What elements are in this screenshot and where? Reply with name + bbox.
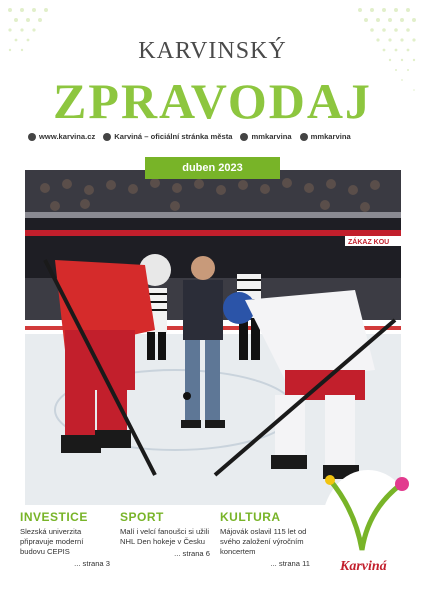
teaser-text: Malí i velcí fanoušci si užili NHL Den hokeje v Česku <box>120 527 210 546</box>
logo-text: Karviná <box>340 559 387 574</box>
website-link[interactable]: www.karvina.cz <box>28 132 95 141</box>
instagram-icon <box>240 133 248 141</box>
social-links <box>28 132 398 141</box>
brand-top-title: KARVINSKÝ <box>138 38 287 64</box>
teaser-heading: SPORT <box>120 510 164 524</box>
facebook-icon <box>103 133 111 141</box>
teaser-text: Slezská univerzita připravuje moderní budovu CEPIS <box>20 527 84 556</box>
cover-photo-hockey-faceoff <box>25 170 401 505</box>
twitter-link[interactable]: mmkarvina <box>300 132 351 141</box>
teaser-heading: KULTURA <box>220 510 281 524</box>
issue-date-badge: duben 2023 <box>145 157 280 179</box>
brand-main-title: ZPRAVODAJ <box>53 73 372 129</box>
instagram-link[interactable]: mmkarvina <box>240 132 291 141</box>
arena-banner-text: ZÁKAZ KOU <box>348 239 390 246</box>
teaser-investice[interactable] <box>20 510 110 568</box>
teaser-kultura[interactable] <box>220 510 310 568</box>
globe-icon <box>28 133 36 141</box>
contents-teaser <box>20 510 316 588</box>
karvina-city-logo <box>320 470 420 590</box>
twitter-icon <box>300 133 308 141</box>
hockey-scene-illustration <box>25 170 401 505</box>
teaser-heading: INVESTICE <box>20 510 88 524</box>
teaser-text: Májovák oslavil 115 let od svého založení výročním koncertem <box>220 527 307 556</box>
facebook-link[interactable]: Karviná – oficiální stránka města <box>103 132 232 141</box>
teaser-sport[interactable] <box>120 510 210 558</box>
teaser-page-ref: ... strana 11 <box>270 559 310 568</box>
teaser-page-ref: ... strana 6 <box>174 549 210 558</box>
teaser-page-ref: ... strana 3 <box>74 559 110 568</box>
